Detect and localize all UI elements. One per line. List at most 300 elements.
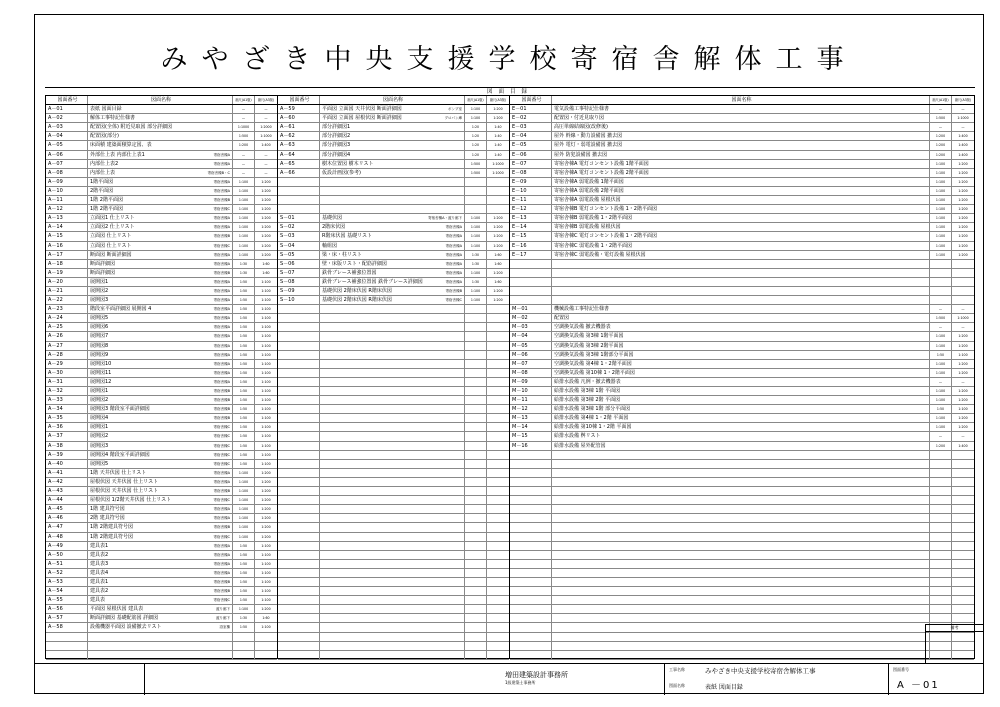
cell-no: A－36 (46, 423, 88, 431)
table-row (46, 623, 277, 632)
cell-building: 渡り廊下 (216, 607, 230, 612)
cell-s2 (487, 360, 509, 368)
table-row (278, 423, 509, 432)
cell-name (88, 633, 233, 641)
cell-name-text: 平面図 立面図 天井伏図 断面詳細図 (322, 106, 402, 113)
cell-s1: 1:500 (465, 160, 487, 168)
cell-s2: 1:100 (261, 343, 271, 348)
cell-name: 寄宿舎棟C 電灯コンセント設備 1・2階平面図 (552, 232, 930, 240)
sheet-label: 図面番号 (893, 667, 909, 672)
cell-no: E－03 (510, 123, 552, 131)
cell-s1: 1:100 (930, 342, 952, 350)
cell-s1: 1:100 (930, 214, 952, 222)
table-row (278, 160, 509, 169)
cell-s2: 1:100 (261, 543, 271, 548)
table-row (278, 251, 509, 260)
cell-no: M－16 (510, 442, 552, 450)
table-row (46, 578, 277, 587)
cell-s2 (255, 651, 277, 659)
header-s1: 縮尺(A1版) (233, 96, 255, 104)
cell-s2: — (961, 434, 965, 439)
office-area (145, 664, 665, 695)
table-row (510, 414, 974, 423)
cell-s1: 1:50 (233, 296, 255, 304)
cell-s1: 1:100 (930, 332, 952, 340)
cell-name: 寄宿舎棟C 弱電設備・電灯設備 屋根伏図 (552, 251, 930, 259)
cell-name-text: 展開図3 (90, 442, 109, 449)
cell-s2 (487, 569, 509, 577)
cell-name (320, 114, 465, 122)
cell-no (510, 496, 552, 504)
cell-building: 寄宿舎棟C (213, 498, 230, 503)
cell-s2: 1:200 (493, 216, 503, 221)
cell-s2: — (961, 379, 965, 384)
cell-s1: 1:100 (465, 105, 487, 113)
cell-no (278, 651, 320, 659)
table-row (278, 405, 509, 414)
table-row (510, 141, 974, 150)
cell-building: 寄宿舎棟B・C (207, 170, 230, 175)
cell-building: 寄宿舎棟A (213, 570, 230, 575)
table-row (510, 396, 974, 405)
table-row (46, 242, 277, 251)
cell-s2: 1:200 (261, 470, 271, 475)
table-row (510, 223, 974, 232)
cell-s2: 1:200 (261, 534, 271, 539)
table-row (510, 605, 974, 614)
cell-name (88, 232, 233, 240)
cell-building: 寄宿舎棟A (213, 325, 230, 330)
cell-name: 電気設備工事特記仕様書 (552, 105, 930, 113)
cell-s1 (465, 533, 487, 541)
table-row (510, 651, 974, 660)
cell-s1: — (930, 378, 952, 386)
cell-no (278, 514, 320, 522)
cell-s1 (465, 387, 487, 395)
cell-s1: 1:100 (465, 232, 487, 240)
cell-no (510, 605, 552, 613)
cell-s2: 1:100 (261, 625, 271, 630)
cell-s1: 1:100 (233, 196, 255, 204)
cell-name: 配置図 (552, 314, 930, 322)
table-row (46, 596, 277, 605)
table-row (510, 460, 974, 469)
cell-name (552, 633, 930, 641)
cell-s1 (465, 614, 487, 622)
table-row (46, 451, 277, 460)
cell-name (88, 642, 233, 650)
cell-building: 寄宿舎棟B (213, 270, 230, 275)
cell-s2: 1:200 (261, 188, 271, 193)
cell-name-text: 階段室平面詳細図 展開図 4 (90, 306, 152, 313)
cell-name (552, 623, 930, 631)
cell-building: 浴室棟 (219, 625, 230, 630)
cell-s2: 1:100 (261, 389, 271, 393)
table-row (510, 160, 974, 169)
cell-s2 (487, 196, 509, 204)
cell-no (278, 451, 320, 459)
cell-no (510, 487, 552, 495)
list-grid (45, 95, 975, 659)
cell-building: 寄宿舎棟B (213, 579, 230, 584)
cell-s1 (465, 323, 487, 331)
cell-no (278, 587, 320, 595)
table-row (278, 342, 509, 351)
cell-name (88, 169, 233, 177)
table-row (278, 396, 509, 405)
cell-building: 寄宿舎棟A (213, 470, 230, 475)
cell-name (320, 332, 465, 340)
cell-name-text: 建具表2 (90, 588, 109, 595)
cell-building: 寄宿舎棟C (213, 425, 230, 430)
cell-s2 (487, 469, 509, 477)
cell-no: A－56 (46, 605, 88, 613)
cell-no (278, 578, 320, 586)
cell-s1 (465, 351, 487, 359)
cell-no: A－10 (46, 187, 88, 195)
cell-s2: 1:200 (261, 234, 271, 239)
table-row (510, 378, 974, 387)
cell-s2: 1:200 (958, 243, 968, 248)
cell-s1 (233, 633, 255, 641)
cell-no: A－51 (46, 560, 88, 568)
cell-name (88, 278, 233, 286)
list-column-2 (278, 96, 510, 658)
project-area (665, 664, 889, 695)
table-row (510, 260, 974, 269)
header-name: 図面名称 (552, 96, 930, 104)
table-row (278, 314, 509, 323)
cell-name (320, 451, 465, 459)
cell-s2: 1:200 (958, 170, 968, 175)
cell-no: M－08 (510, 369, 552, 377)
cell-s2: 1:100 (261, 598, 271, 603)
cell-name (320, 387, 465, 395)
table-row (510, 423, 974, 432)
cell-no: A－44 (46, 496, 88, 504)
cell-s2 (952, 278, 974, 286)
cell-s2 (952, 514, 974, 522)
table-row (510, 214, 974, 223)
cell-name: 屋外 幹線・動力設備図 撤去図 (552, 132, 930, 140)
cell-s1: 1:200 (930, 132, 952, 140)
cell-name (552, 260, 930, 268)
cell-s2: 1:100 (958, 352, 968, 357)
cell-s1 (465, 587, 487, 595)
cell-s2 (487, 487, 509, 495)
cell-s1: 1:100 (930, 169, 952, 177)
cell-name (320, 287, 465, 295)
cell-no (278, 305, 320, 313)
table-row (510, 132, 974, 141)
cell-no: A－05 (46, 141, 88, 149)
cell-name (320, 642, 465, 650)
cell-s2 (487, 178, 509, 186)
cell-name-text: 展開図6 (90, 324, 109, 331)
table-row (46, 387, 277, 396)
cell-no: A－30 (46, 369, 88, 377)
cell-no: A－52 (46, 569, 88, 577)
cell-s2 (487, 378, 509, 386)
table-row (510, 487, 974, 496)
cell-s2: 1:200 (958, 425, 968, 430)
cell-no: A－46 (46, 514, 88, 522)
cell-s2: 1:100 (261, 325, 271, 330)
cell-name (320, 587, 465, 595)
cell-s1 (233, 651, 255, 659)
table-row (278, 169, 509, 178)
cell-name (88, 242, 233, 250)
cell-s2: 1:60 (494, 252, 502, 257)
cell-no: A－61 (278, 123, 320, 131)
cell-s1 (930, 533, 952, 541)
cell-s1: 1:100 (930, 396, 952, 404)
cell-s1: 1:100 (930, 360, 952, 368)
header-name: 図面名称 (320, 96, 465, 104)
table-row (278, 505, 509, 514)
cell-no: A－63 (278, 141, 320, 149)
cell-s2 (487, 342, 509, 350)
cell-no: M－04 (510, 332, 552, 340)
cell-s1: 1:100 (233, 523, 255, 531)
cell-no: A－04 (46, 132, 88, 140)
table-row (46, 560, 277, 569)
cell-s1 (465, 642, 487, 650)
cell-no: A－55 (46, 596, 88, 604)
cell-no (510, 633, 552, 641)
cell-s1: 1:100 (930, 369, 952, 377)
cell-name (552, 514, 930, 522)
cell-s1: 1:50 (233, 342, 255, 350)
table-row (46, 205, 277, 214)
table-row (510, 505, 974, 514)
cell-no: A－43 (46, 487, 88, 495)
cell-s1 (465, 505, 487, 513)
cell-no: A－57 (46, 614, 88, 622)
cell-name: 部分詳細図3 (320, 141, 465, 149)
table-row (46, 187, 277, 196)
cell-name (320, 633, 465, 641)
table-row (46, 278, 277, 287)
cell-name (88, 405, 233, 413)
cell-s2: 1:100 (261, 361, 271, 366)
table-row (510, 251, 974, 260)
cell-s2: — (264, 152, 268, 157)
cell-s1: 1:50 (233, 551, 255, 559)
cell-no (46, 642, 88, 650)
cell-name (88, 160, 233, 168)
cell-name (88, 369, 233, 377)
cell-s1 (930, 569, 952, 577)
cell-building: 寄宿舎棟A (445, 252, 462, 257)
cell-building: 寄宿舎棟A (213, 343, 230, 348)
cell-name-text: 展開図3 (90, 297, 109, 304)
cell-s1 (930, 478, 952, 486)
cell-building: 寄宿舎棟A (213, 307, 230, 312)
cell-s1: 1:50 (233, 623, 255, 631)
cell-s2: 1:100 (261, 279, 271, 284)
cell-name (88, 432, 233, 440)
cell-s1 (930, 596, 952, 604)
cell-s1: 1:100 (233, 496, 255, 504)
header-name: 図面名称 (88, 96, 233, 104)
cell-name (552, 551, 930, 559)
cell-building: 寄宿舎棟C (213, 434, 230, 439)
cell-s1: 1:100 (930, 414, 952, 422)
cell-no (278, 560, 320, 568)
cell-s1: 1:50 (233, 423, 255, 431)
cell-s1 (465, 560, 487, 568)
cell-name-text: 2階床伏図 (322, 224, 346, 231)
cell-no: A－39 (46, 451, 88, 459)
cell-s1: 1:100 (233, 223, 255, 231)
cell-s2: 1:200 (261, 479, 271, 484)
cell-building: 寄宿舎棟A (213, 516, 230, 521)
cell-name (320, 569, 465, 577)
cell-s2: 1:100 (261, 298, 271, 303)
cell-no: A－40 (46, 460, 88, 468)
table-row (510, 105, 974, 114)
cell-no (510, 514, 552, 522)
cell-name (88, 487, 233, 495)
cell-s2: 1:1000 (492, 170, 504, 175)
cell-s2: 1:200 (958, 234, 968, 239)
cell-s1: 1:50 (233, 387, 255, 395)
cell-no: A－02 (46, 114, 88, 122)
cell-name (320, 378, 465, 386)
sheet-area (889, 664, 985, 695)
cell-no (278, 505, 320, 513)
cell-s1: 1:20 (465, 141, 487, 149)
cell-name (88, 614, 233, 622)
cell-name (88, 560, 233, 568)
cell-s2: 1:200 (261, 198, 271, 203)
cell-s2 (487, 596, 509, 604)
table-row (278, 305, 509, 314)
table-row (278, 260, 509, 269)
table-row (46, 523, 277, 532)
cell-s1 (930, 560, 952, 568)
cell-name: 寄宿舎棟A 電灯コンセント設備 2階平面図 (552, 169, 930, 177)
cell-name (552, 642, 930, 650)
cell-s1 (465, 414, 487, 422)
cell-s2: 1:200 (261, 252, 271, 257)
cell-s2: 1:200 (958, 225, 968, 230)
cell-s1: 1:500 (930, 314, 952, 322)
cell-name (320, 351, 465, 359)
cell-s2: 1:200 (261, 507, 271, 512)
cell-s2: 1:200 (493, 243, 503, 248)
cell-s2: 1:200 (958, 161, 968, 166)
cell-name (320, 369, 465, 377)
cell-no: A－13 (46, 214, 88, 222)
cell-name: 部分詳細図1 (320, 123, 465, 131)
table-row (46, 651, 277, 660)
table-row (510, 196, 974, 205)
cell-name (320, 514, 465, 522)
cell-s2 (487, 414, 509, 422)
cell-s1 (930, 278, 952, 286)
cell-name (320, 596, 465, 604)
table-row (278, 269, 509, 278)
cell-name-text: 断面詳細図 (90, 269, 116, 276)
cell-building: 寄宿舎棟A (213, 479, 230, 484)
cell-name: 寄宿舎棟B 弱電設備 1・2階平面図 (552, 214, 930, 222)
cell-s2: 1:400 (958, 143, 968, 148)
cell-name (88, 442, 233, 450)
cell-s2: 1:200 (493, 288, 503, 293)
cell-no: A－41 (46, 469, 88, 477)
cell-s2 (487, 314, 509, 322)
cell-s1 (465, 469, 487, 477)
cell-name (88, 423, 233, 431)
cell-no (510, 296, 552, 304)
cell-no: A－24 (46, 314, 88, 322)
table-row (510, 178, 974, 187)
cell-s1 (465, 178, 487, 186)
cell-name-text: 立面図 仕上リスト (90, 233, 132, 240)
cell-s2: 1:200 (958, 198, 968, 203)
cell-name-text: 立面図 仕上リスト (90, 242, 132, 249)
cell-s1: 1:100 (930, 178, 952, 186)
cell-no: E－13 (510, 214, 552, 222)
cell-name (320, 260, 465, 268)
table-row (278, 196, 509, 205)
cell-s2: 1:200 (261, 525, 271, 530)
cell-s2: 1:200 (261, 489, 271, 494)
cell-name (88, 460, 233, 468)
cell-s2: 1:200 (261, 607, 271, 612)
cell-s2 (487, 651, 509, 659)
cell-s1: — (233, 151, 255, 159)
table-row (46, 642, 277, 651)
cell-no: M－11 (510, 396, 552, 404)
cell-no: A－31 (46, 378, 88, 386)
cell-s2 (952, 260, 974, 268)
table-row (278, 460, 509, 469)
cell-s2: 1:100 (261, 443, 271, 448)
cell-s2 (487, 614, 509, 622)
table-row (278, 378, 509, 387)
table-row (46, 269, 277, 278)
cell-s2: 1:100 (261, 434, 271, 439)
cell-s2 (487, 505, 509, 513)
cell-s2: 1:40 (494, 143, 502, 148)
cell-s2: 1:100 (261, 579, 271, 584)
cell-s1: 1:20 (465, 132, 487, 140)
cell-s1: 1:30 (465, 260, 487, 268)
cell-name (88, 314, 233, 322)
cell-building: 寄宿舎棟C (445, 298, 462, 303)
cell-no: S－06 (278, 260, 320, 268)
cell-building: 寄宿舎棟B (213, 416, 230, 421)
cell-s2: 1:60 (494, 279, 502, 284)
table-row (510, 451, 974, 460)
cell-s1: 1:30 (233, 260, 255, 268)
cell-name (552, 487, 930, 495)
cell-s2 (952, 523, 974, 531)
cell-s1: — (233, 114, 255, 122)
cell-name (552, 478, 930, 486)
table-row (46, 105, 277, 114)
cell-name (320, 105, 465, 113)
cell-s2: 1:200 (493, 116, 503, 121)
cell-name (88, 305, 233, 313)
cell-s1: 1:30 (465, 251, 487, 259)
cell-no (278, 596, 320, 604)
table-row (510, 169, 974, 178)
cell-no (278, 378, 320, 386)
